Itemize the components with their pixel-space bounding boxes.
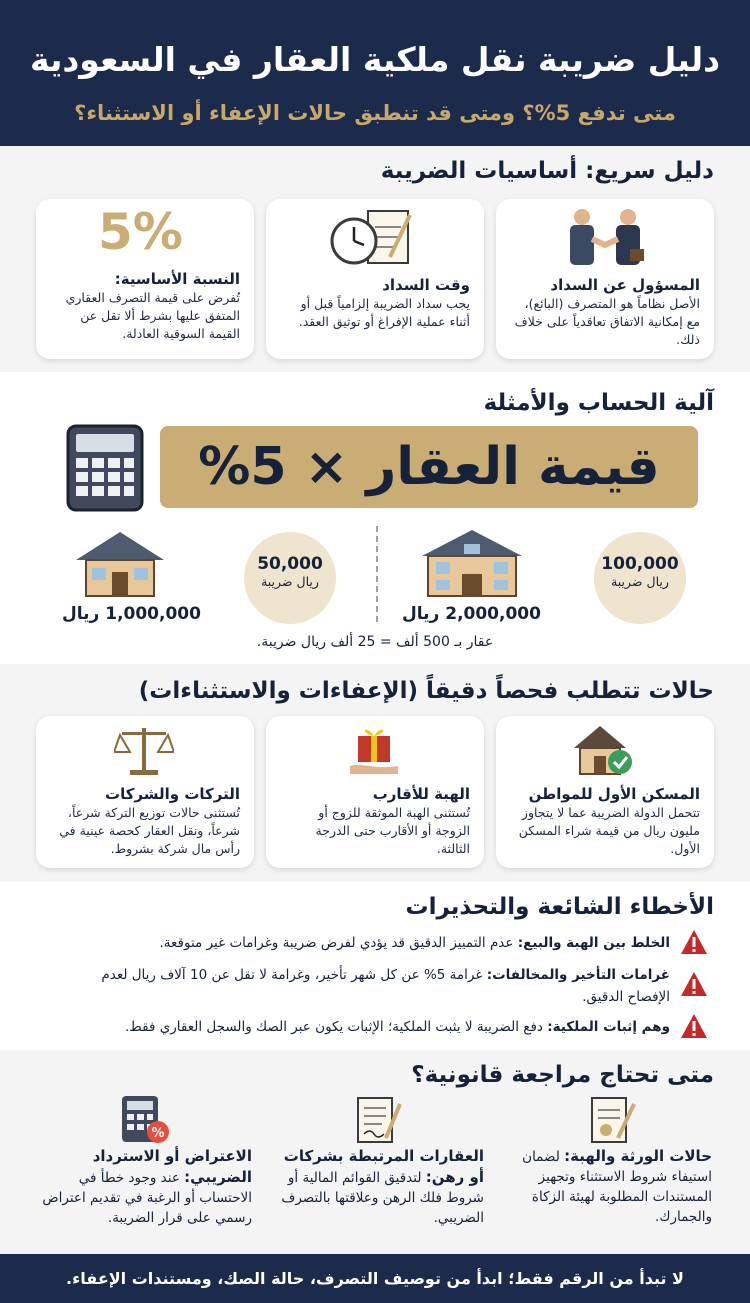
calc-title: آلية الحساب والأمثلة [483, 390, 714, 416]
card-first-home-body: تتحمل الدولة الضريبة عما لا يتجاوز مليون ريال من قيمة شراء المسكن الأول. [518, 805, 700, 856]
scales-icon [114, 722, 174, 778]
document-sign-icon [352, 1094, 404, 1146]
card-estates [36, 716, 254, 868]
legal-item [512, 1146, 712, 1227]
example-price-large: 2,000,000 ريال [402, 604, 541, 624]
gift-icon [346, 722, 402, 778]
rate-big-number: 5% [98, 203, 183, 261]
page-title: دليل ضريبة نقل ملكية العقار في السعودية [29, 40, 721, 79]
legal-item [276, 1146, 484, 1228]
legal-item-title: العقارات المرتبطة بشركات أو رهن: [283, 1147, 484, 1186]
warning-icon [680, 929, 708, 955]
calc-note: عقار بـ 500 ألف = 25 ألف ريال ضريبة. [256, 634, 494, 650]
card-timing-title: وقت السداد [382, 276, 470, 294]
legal-item-text: عند وجود خطأ في الاحتساب أو الرغبة في تقديم اعتراض رسمي على قرار الضريبة. [42, 1170, 252, 1226]
examples-divider [376, 526, 378, 622]
card-payer [496, 199, 714, 359]
mistake-item-text: دفع الضريبة لا يثبت الملكية؛ الإثبات يكون عبر الصك والسجل العقاري فقط. [125, 1019, 548, 1035]
example-tax-unit: ريال ضريبة [611, 574, 669, 589]
footer-banner: لا تبدأ من الرقم فقط؛ ابدأ من توصيف التصرف، حالة الصك، ومستندات الإعفاء. [0, 1254, 750, 1303]
card-payer-body: الأصل نظاماً هو المتصرف (البائع)، مع إمكانية الاتفاق تعاقدياً على خلاف ذلك. [514, 296, 700, 347]
page-subtitle: متى تدفع 5%؟ ومتى قد تنطبق حالات الإعفاء أو الاستثناء؟ [74, 101, 676, 125]
card-first-home-title: المسكن الأول للمواطن [528, 785, 700, 803]
card-estates-body: تُستثنى حالات توزيع التركة شرعاً، شرعاً، ونقل العقار كحصة عينية في رأس مال شركة بشروط. [59, 805, 240, 856]
card-rate-title: النسبة الأساسية: [114, 270, 240, 288]
mistake-item-text: عدم التمييز الدقيق قد يؤدي لفرض ضريبة وغرامات غير متوقعة. [159, 935, 518, 951]
mistake-item-text: غرامة 5% عن كل شهر تأخير، وغرامة لا تقل عن 10 آلاف ريال لعدم الإفصاح الدقيق. [101, 967, 670, 1005]
mistake-item-title: الخلط بين الهبة والبيع: [517, 935, 670, 951]
mistake-item [70, 1016, 670, 1038]
example-price-small: 1,000,000 ريال [62, 604, 201, 624]
example-circle-small [244, 532, 336, 624]
legal-item [40, 1146, 252, 1228]
card-timing [266, 199, 484, 359]
card-timing-body: يجب سداد الضريبة إلزامياً قبل أو أثناء عملية الإفراغ أو توثيق العقد. [298, 296, 470, 329]
calculator-percent-icon [118, 1094, 170, 1146]
card-estates-title: التركات والشركات [105, 785, 240, 803]
mistake-item [70, 932, 670, 954]
basics-title: دليل سريع: أساسيات الضريبة [380, 158, 714, 184]
card-first-home [496, 716, 714, 868]
card-gift-title: الهبة للأقارب [372, 785, 470, 803]
legal-item-title: حالات الورثة والهبة: [564, 1147, 712, 1165]
exemptions-title: حالات تتطلب فحصاً دقيقاً (الإعفاءات والاستثناءات) [138, 678, 714, 704]
card-rate [36, 199, 254, 359]
mistake-item-title: غرامات التأخير والمخالفات: [486, 967, 670, 983]
exemptions-section [0, 664, 750, 882]
clock-document-icon [328, 207, 418, 269]
header-banner [0, 0, 750, 146]
warning-icon [680, 971, 708, 997]
example2-tax-unit: ريال ضريبة [261, 574, 319, 589]
legal-item-title: الاعتراض أو الاسترداد الضريبي: [92, 1147, 252, 1186]
house-icon [70, 528, 170, 598]
house-check-icon [570, 722, 634, 778]
card-gift [266, 716, 484, 868]
calculator-icon [66, 424, 144, 512]
legal-title: متى تحتاج مراجعة قانونية؟ [411, 1062, 714, 1088]
example-circle-large [594, 532, 686, 624]
document-pen-icon [586, 1094, 638, 1146]
card-gift-body: تُستثنى الهبة الموثقة للزوج أو الزوجة أو الأقارب حتى الدرجة الثالثة. [315, 805, 470, 856]
legal-item-text: لتدقيق القوائم المالية أو شروط فلك الرهن وعلاقتها بالتصرف الضريبي. [281, 1170, 484, 1226]
svg-text:%: % [151, 1126, 165, 1141]
card-payer-title: المسؤول عن السداد [550, 276, 700, 294]
warning-icon [680, 1013, 708, 1039]
mistake-item-title: وهم إثبات الملكية: [547, 1019, 670, 1035]
card-rate-body: تُفرض على قيمة التصرف العقاري المتفق عليها بشرط ألا تقل عن القيمة السوقية العادلة. [65, 290, 240, 341]
tax-formula: قيمة العقار × 5% [160, 426, 698, 508]
mistake-item [70, 964, 670, 1008]
villa-icon [412, 526, 532, 600]
mistakes-title: الأخطاء الشائعة والتحذيرات [405, 894, 714, 920]
handshake-icon [562, 207, 648, 269]
example-tax-amount: 100,000 [601, 554, 679, 574]
basics-section [0, 146, 750, 372]
example2-tax-amount: 50,000 [257, 554, 323, 574]
legal-item-text: لضمان استيفاء شروط الاستثناء وتجهيز المستندات المطلوبة لهيئة الزكاة والجمارك. [522, 1149, 712, 1225]
